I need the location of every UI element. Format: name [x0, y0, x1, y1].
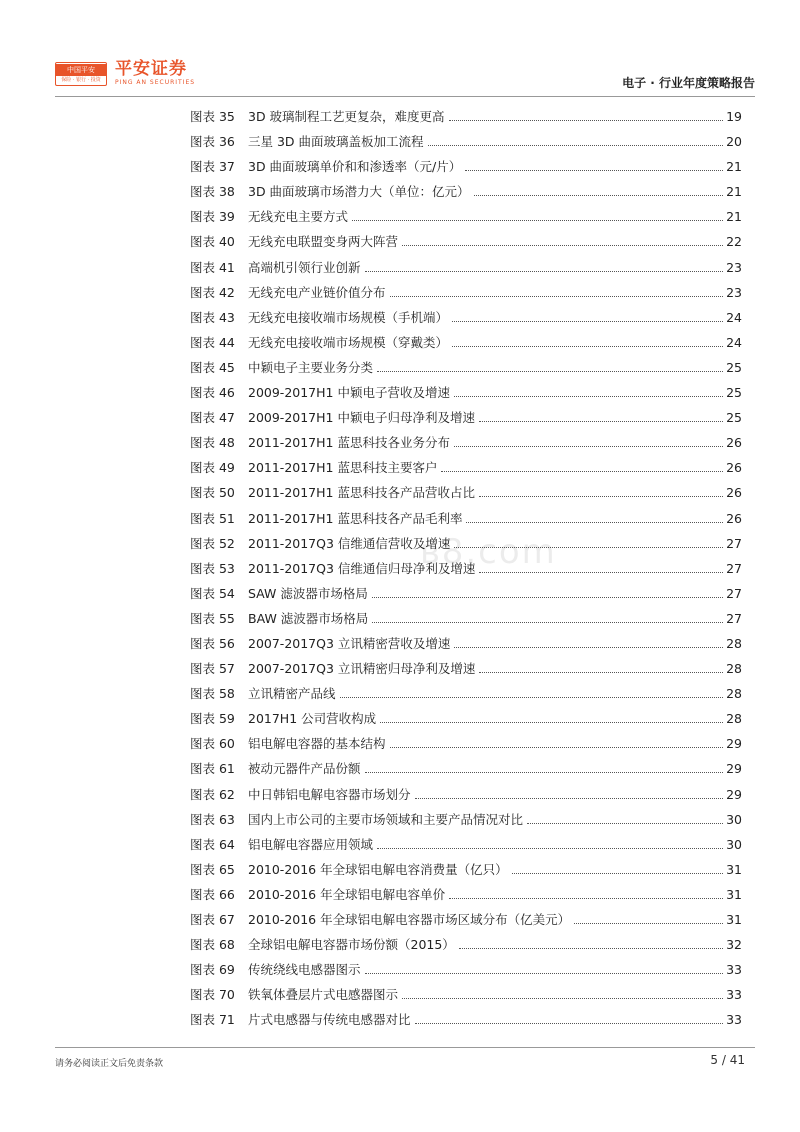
- toc-entry-label: 图表 46: [190, 385, 235, 401]
- toc-entry[interactable]: [190, 857, 742, 882]
- toc-entry-page: 31: [726, 912, 742, 927]
- toc-entry-title: 2010-2016 年全球铝电解电容消费量（亿只）: [248, 861, 508, 877]
- toc-entry[interactable]: [190, 430, 742, 455]
- toc-entry-page: 31: [726, 886, 742, 902]
- toc-entry-label: 图表 66: [190, 886, 235, 902]
- toc-entry-page: 20: [726, 134, 742, 150]
- toc-entry-label: 图表 50: [190, 485, 235, 501]
- toc-entry-label: 图表 45: [190, 359, 235, 375]
- toc-entry-title: 无线充电主要方式: [248, 209, 349, 225]
- toc-entry[interactable]: [190, 129, 742, 154]
- toc-entry-page: 26: [726, 460, 742, 476]
- toc-dot-leader: [465, 170, 723, 171]
- toc-entry-label: 图表 47: [190, 410, 235, 426]
- toc-dot-leader: [449, 898, 723, 899]
- toc-dot-leader: [527, 823, 723, 824]
- toc-entry[interactable]: [190, 882, 742, 907]
- toc-entry-label: 图表 55: [190, 610, 235, 626]
- toc-entry-label: 图表 56: [190, 635, 235, 651]
- toc-entry[interactable]: [190, 756, 742, 781]
- toc-entry-page: 27: [726, 585, 742, 601]
- toc-dot-leader: [402, 245, 723, 246]
- toc-dot-leader: [512, 873, 723, 874]
- toc-entry[interactable]: [190, 506, 742, 531]
- toc-entry[interactable]: [190, 606, 742, 631]
- toc-entry-page: 33: [726, 1012, 742, 1028]
- toc-entry-page: 25: [726, 385, 742, 401]
- toc-entry-page: 30: [726, 811, 742, 827]
- toc-entry-label: 图表 57: [190, 661, 235, 677]
- toc-entry-title: 2009-2017H1 中颖电子归母净利及增速: [248, 410, 475, 426]
- toc-dot-leader: [479, 496, 723, 497]
- toc-entry-page: 26: [726, 510, 742, 526]
- toc-entry-title: 2011-2017H1 蓝思科技各业务分布: [248, 435, 450, 451]
- toc-entry-title: SAW 滤波器市场格局: [248, 585, 368, 601]
- toc-entry-title: 无线充电联盟变身两大阵营: [248, 234, 399, 250]
- toc-entry[interactable]: [190, 405, 742, 430]
- toc-entry-page: 26: [726, 485, 742, 501]
- toc-entry-title: 2011-2017H1 蓝思科技各产品营收占比: [248, 485, 475, 501]
- toc-entry-page: 23: [726, 259, 742, 275]
- toc-dot-leader: [402, 998, 723, 999]
- toc-entry-title: 2011-2017H1 蓝思科技主要客户: [248, 460, 438, 476]
- toc-entry-title: 无线充电产业链价值分布: [248, 284, 386, 300]
- toc-dot-leader: [454, 396, 723, 397]
- toc-entry-label: 图表 38: [190, 184, 235, 200]
- toc-dot-leader: [452, 321, 723, 322]
- toc-entry[interactable]: [190, 957, 742, 982]
- toc-entry-label: 图表 61: [190, 761, 235, 777]
- toc-entry[interactable]: [190, 581, 742, 606]
- toc-entry-title: 2017H1 公司营收构成: [248, 711, 377, 727]
- toc-entry-page: 33: [726, 987, 742, 1003]
- toc-dot-leader: [574, 923, 723, 924]
- toc-entry-page: 27: [726, 560, 742, 576]
- footer-disclaimer: 请务必阅读正文后免责条款: [55, 1059, 164, 1069]
- toc-entry[interactable]: [190, 355, 742, 380]
- toc-entry-label: 图表 48: [190, 435, 235, 451]
- toc-entry-label: 图表 64: [190, 836, 235, 852]
- toc-entry-page: 25: [726, 359, 742, 375]
- toc-dot-leader: [372, 622, 723, 623]
- toc-dot-leader: [390, 747, 724, 748]
- toc-dot-leader: [365, 772, 724, 773]
- toc-entry-label: 图表 53: [190, 560, 235, 576]
- toc-entry[interactable]: [190, 1007, 742, 1032]
- toc-entry-page: 23: [726, 284, 742, 300]
- toc-entry-page: 22: [726, 234, 742, 250]
- toc-entry-label: 图表 70: [190, 987, 235, 1003]
- toc-entry-page: 26: [726, 435, 742, 451]
- toc-entry-title: 被动元器件产品份额: [248, 761, 361, 777]
- toc-entry[interactable]: [190, 255, 742, 280]
- toc-entry-page: 21: [726, 184, 742, 200]
- toc-entry[interactable]: [190, 229, 742, 254]
- toc-entry-title: 铝电解电容器的基本结构: [248, 736, 386, 752]
- toc-entry-label: 图表 60: [190, 736, 235, 752]
- toc-entry[interactable]: [190, 455, 742, 480]
- toc-entry-title: 全球铝电解电容器市场份额（2015）: [248, 937, 455, 953]
- toc-entry-label: 图表 43: [190, 309, 235, 325]
- toc-entry[interactable]: [190, 782, 742, 807]
- toc-entry-title: 2007-2017Q3 立讯精密归母净利及增速: [248, 661, 476, 677]
- toc-entry[interactable]: [190, 631, 742, 656]
- toc-entry[interactable]: [190, 731, 742, 756]
- toc-dot-leader: [428, 145, 724, 146]
- toc-entry-title: 3D 曲面玻璃单价和和渗透率（元/片）: [248, 159, 462, 175]
- report-title: 电子 · 行业年度策略报告: [622, 76, 755, 90]
- toc-entry-title: 3D 曲面玻璃市场潜力大（单位：亿元）: [248, 184, 470, 200]
- toc-entry-page: 29: [726, 761, 742, 777]
- toc-entry[interactable]: [190, 480, 742, 505]
- toc-dot-leader: [365, 973, 724, 974]
- toc-entry-title: 立讯精密产品线: [248, 686, 336, 702]
- toc-entry[interactable]: [190, 907, 742, 932]
- toc-entry[interactable]: [190, 154, 742, 179]
- toc-entry-title: 片式电感器与传统电感器对比: [248, 1012, 411, 1028]
- toc-dot-leader: [479, 672, 723, 673]
- toc-entry-title: 铁氧体叠层片式电感器图示: [248, 987, 399, 1003]
- toc-entry-title: 传统绕线电感器图示: [248, 962, 361, 978]
- toc-entry-page: 24: [726, 309, 742, 325]
- toc-dot-leader: [454, 647, 723, 648]
- toc-entry[interactable]: [190, 706, 742, 731]
- toc-entry-label: 图表 36: [190, 134, 235, 150]
- toc-entry-title: 中颖电子主要业务分类: [248, 359, 374, 375]
- toc-entry-page: 32: [726, 937, 742, 953]
- toc-entry[interactable]: [190, 204, 742, 229]
- toc-dot-leader: [377, 371, 723, 372]
- toc-entry-label: 图表 65: [190, 861, 235, 877]
- toc-entry-label: 图表 67: [190, 912, 235, 927]
- toc-entry[interactable]: [190, 982, 742, 1007]
- page-header: [55, 55, 755, 95]
- toc-entry-title: 无线充电接收端市场规模（手机端）: [248, 309, 449, 325]
- toc-entry[interactable]: [190, 104, 742, 129]
- toc-entry-label: 图表 39: [190, 209, 235, 225]
- brand-en: PING AN SECURITIES: [115, 79, 196, 86]
- toc-entry-label: 图表 40: [190, 234, 235, 250]
- toc-dot-leader: [390, 296, 724, 297]
- toc-entry-page: 33: [726, 962, 742, 978]
- toc-entry-label: 图表 71: [190, 1012, 235, 1028]
- toc-entry[interactable]: [190, 330, 742, 355]
- toc-dot-leader: [415, 1023, 724, 1024]
- header-divider: [55, 96, 755, 97]
- toc-entry-page: 29: [726, 786, 742, 802]
- toc-entry[interactable]: [190, 832, 742, 857]
- toc-entry-page: 24: [726, 334, 742, 350]
- logo-cn-text: 中国平安: [56, 64, 106, 76]
- toc-entry-label: 图表 41: [190, 259, 235, 275]
- toc-entry-page: 27: [726, 535, 742, 551]
- toc-entry-page: 29: [726, 736, 742, 752]
- toc-entry[interactable]: [190, 807, 742, 832]
- toc-entry-title: 3D 玻璃制程工艺更复杂，难度更高: [248, 109, 445, 124]
- toc-dot-leader: [479, 421, 723, 422]
- toc-entry-page: 28: [726, 686, 742, 702]
- toc-entry-title: 2010-2016 年全球铝电解电容单价: [248, 886, 446, 902]
- toc-entry-title: 无线充电接收端市场规模（穿戴类）: [248, 334, 449, 350]
- toc-dot-leader: [454, 446, 723, 447]
- toc-dot-leader: [372, 597, 723, 598]
- toc-entry-label: 图表 58: [190, 686, 235, 702]
- toc-entry-label: 图表 44: [190, 334, 235, 350]
- toc-entry-label: 图表 62: [190, 786, 235, 802]
- toc-entry-title: 中日韩铝电解电容器市场划分: [248, 786, 411, 802]
- toc-entry-page: 19: [726, 109, 742, 124]
- toc-dot-leader: [352, 220, 723, 221]
- toc-entry-page: 28: [726, 661, 742, 677]
- toc-entry[interactable]: [190, 656, 742, 681]
- page-number: 5 / 41: [710, 1053, 745, 1067]
- toc-entry-label: 图表 54: [190, 585, 235, 601]
- toc-entry-title: 2011-2017H1 蓝思科技各产品毛利率: [248, 510, 463, 526]
- toc-entry-title: 2011-2017Q3 信维通信归母净利及增速: [248, 560, 476, 576]
- toc-dot-leader: [415, 798, 724, 799]
- toc-entry-title: 高端机引领行业创新: [248, 259, 361, 275]
- toc-dot-leader: [466, 522, 723, 523]
- toc-entry-page: 21: [726, 209, 742, 225]
- toc-dot-leader: [377, 848, 723, 849]
- toc-dot-leader: [449, 120, 724, 121]
- toc-entry-title: 2007-2017Q3 立讯精密营收及增速: [248, 635, 451, 651]
- toc-entry-title: 2009-2017H1 中颖电子营收及增速: [248, 385, 450, 401]
- toc-entry[interactable]: [190, 179, 742, 204]
- toc-entry-page: 31: [726, 861, 742, 877]
- toc-entry-label: 图表 37: [190, 159, 235, 175]
- toc-entry-label: 图表 49: [190, 460, 235, 476]
- toc-entry-page: 25: [726, 410, 742, 426]
- toc-entry-page: 28: [726, 635, 742, 651]
- toc-entry-label: 图表 63: [190, 811, 235, 827]
- toc-entry-title: BAW 滤波器市场格局: [248, 610, 369, 626]
- toc-dot-leader: [474, 195, 724, 196]
- company-logo: [55, 62, 107, 86]
- toc-entry-title: 2010-2016 年全球铝电解电容器市场区域分布（亿美元）: [248, 912, 571, 927]
- toc-dot-leader: [380, 722, 723, 723]
- toc-entry-label: 图表 68: [190, 937, 235, 953]
- toc-entry-label: 图表 69: [190, 962, 235, 978]
- watermark: ʙ8.com: [420, 532, 557, 572]
- toc-entry-title: 2011-2017Q3 信维通信营收及增速: [248, 535, 451, 551]
- toc-entry[interactable]: [190, 932, 742, 957]
- toc-dot-leader: [340, 697, 724, 698]
- brand-name: 平安证券: [115, 59, 187, 79]
- toc-entry-label: 图表 52: [190, 535, 235, 551]
- toc-dot-leader: [365, 271, 724, 272]
- footer-divider: [55, 1047, 755, 1048]
- toc-entry-title: 三星 3D 曲面玻璃盖板加工流程: [248, 134, 424, 150]
- brand-block: [115, 60, 195, 87]
- toc-entry-label: 图表 51: [190, 510, 235, 526]
- toc-entry-label: 图表 59: [190, 711, 235, 727]
- toc-entry[interactable]: [190, 380, 742, 405]
- toc-dot-leader: [459, 948, 723, 949]
- toc-entry[interactable]: [190, 305, 742, 330]
- toc-entry-title: 铝电解电容器应用领域: [248, 836, 374, 852]
- toc-entry[interactable]: [190, 681, 742, 706]
- toc-entry-label: 图表 42: [190, 284, 235, 300]
- toc-entry-page: 30: [726, 836, 742, 852]
- toc-entry-title: 国内上市公司的主要市场领域和主要产品情况对比: [248, 811, 524, 827]
- logo-sub-text: 保险 · 银行 · 投资: [61, 77, 101, 83]
- toc-dot-leader: [452, 346, 723, 347]
- toc-entry[interactable]: [190, 280, 742, 305]
- toc-dot-leader: [441, 471, 723, 472]
- toc-entry-page: 21: [726, 159, 742, 175]
- toc-entry-page: 28: [726, 711, 742, 727]
- toc-entry-page: 27: [726, 610, 742, 626]
- toc-entry-label: 图表 35: [190, 109, 235, 124]
